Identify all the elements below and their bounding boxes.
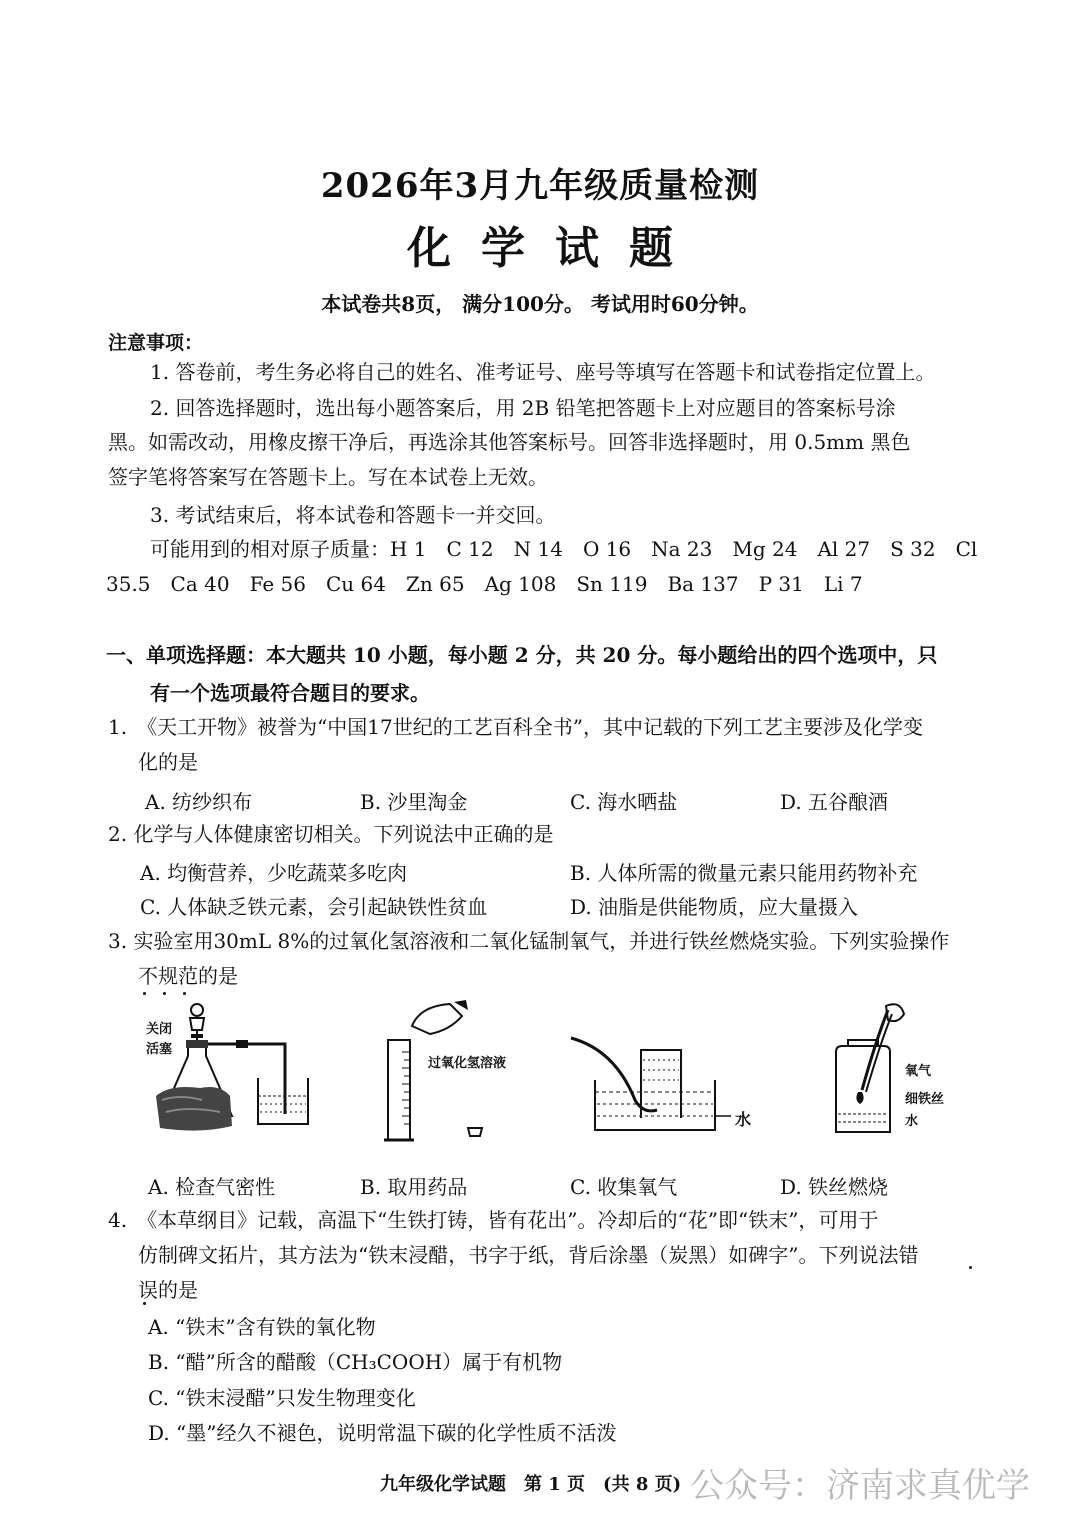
q4-stem-cont-2: 误的是 — [138, 1278, 198, 1302]
q2-option-d: D. 油脂是供能物质，应大量摄入 — [570, 895, 859, 919]
atomic-mass-line-2: 35.5 Ca 40 Fe 56 Cu 64 Zn 65 Ag 108 Sn 119 Ba 137 P 31 Li 7 — [106, 572, 863, 596]
subject-title: 化学试题 — [407, 223, 703, 274]
q2-stem: 2. 化学与人体健康密切相关。下列说法中正确的是 — [108, 822, 554, 846]
q1-option-a: A. 纺纱织布 — [145, 790, 253, 814]
notice-heading: 注意事项： — [108, 332, 204, 354]
emphasis-dot — [143, 992, 146, 995]
emphasis-dot — [143, 1302, 146, 1305]
q3-option-c: C. 收集氧气 — [570, 1175, 678, 1199]
q3-stem-cont: 不规范的是 — [138, 964, 238, 988]
q4-stem: 4. 《本草纲目》记载，高温下“生铁打铸，皆有花出”。冷却后的“花”即“铁末”，可用于 — [108, 1208, 879, 1232]
emphasis-dot — [969, 1266, 972, 1269]
q1-stem-cont: 化的是 — [138, 750, 198, 774]
fig-d-label-oxygen: 氧气 — [905, 1064, 932, 1079]
q3-option-b: B. 取用药品 — [360, 1175, 468, 1199]
fig-b-label: 过氧化氢溶液 — [428, 1056, 507, 1071]
section-1-heading: 一、单项选择题：本大题共 10 小题，每小题 2 分，共 20 分。每小题给出的四个选项中，只 — [106, 643, 938, 667]
q3-option-a: A. 检查气密性 — [148, 1175, 276, 1199]
emphasis-dot — [183, 992, 186, 995]
q3-option-d: D. 铁丝燃烧 — [780, 1175, 889, 1199]
watermark: 公众号：济南求真优学 — [690, 1466, 1030, 1506]
figure-b-pouring — [380, 996, 540, 1146]
figure-c-collect — [565, 1030, 735, 1140]
exam-info: 本试卷共8页， 满分100分。 考试用时60分钟。 — [321, 292, 759, 316]
exam-title: 2026年3月九年级质量检测 — [320, 166, 760, 206]
notice-line-1: 1. 答卷前，考生务必将自己的姓名、准考证号、座号等填写在答题卡和试卷指定位置上。 — [150, 360, 936, 384]
q3-stem: 3. 实验室用30mL 8%的过氧化氢溶液和二氧化锰制氧气，并进行铁丝燃烧实验。下列实验操作 — [108, 929, 950, 953]
fig-d-label-water: 水 — [905, 1114, 919, 1129]
fig-a-label-2: 活塞 — [146, 1042, 173, 1057]
q1-option-d: D. 五谷酿酒 — [780, 790, 889, 814]
fig-c-label: 水 — [735, 1110, 752, 1129]
fig-a-label-1: 关闭 — [146, 1022, 173, 1037]
q4-option-d: D. “墨”经久不褪色，说明常温下碳的化学性质不活泼 — [148, 1421, 617, 1445]
q4-option-b: B. “醋”所含的醋酸（CH₃COOH）属于有机物 — [148, 1350, 563, 1374]
fig-d-label-wire: 细铁丝 — [905, 1092, 945, 1107]
q1-option-b: B. 沙里淘金 — [360, 790, 468, 814]
q4-option-c: C. “铁末浸醋”只发生物理变化 — [148, 1386, 416, 1410]
q2-option-b: B. 人体所需的微量元素只能用药物补充 — [570, 861, 918, 885]
notice-line-2: 2. 回答选择题时，选出每小题答案后，用 2B 铅笔把答题卡上对应题目的答案标号涂 — [150, 396, 896, 420]
page-footer: 九年级化学试题 第 1 页 (共 8 页) — [380, 1474, 682, 1495]
section-1-heading-cont: 有一个选项最符合题目的要求。 — [150, 681, 430, 705]
atomic-mass-line-1: 可能用到的相对原子质量：H 1 C 12 N 14 O 16 Na 23 Mg 24 Al 27 S 32 Cl — [150, 537, 978, 561]
q1-stem: 1. 《天工开物》被誉为“中国17世纪的工艺百科全书”，其中记载的下列工艺主要涉及化学变 — [108, 715, 923, 739]
emphasis-dot — [163, 992, 166, 995]
q2-option-c: C. 人体缺乏铁元素，会引起缺铁性贫血 — [140, 895, 488, 919]
q2-option-a: A. 均衡营养，少吃蔬菜多吃肉 — [140, 861, 408, 885]
q4-option-a: A. “铁末”含有铁的氧化物 — [148, 1315, 376, 1339]
q1-option-c: C. 海水晒盐 — [570, 790, 678, 814]
notice-line-4: 签字笔将答案写在答题卡上。写在本试卷上无效。 — [108, 465, 548, 489]
notice-line-5: 3. 考试结束后，将本试卷和答题卡一并交回。 — [150, 503, 556, 527]
notice-line-3: 黑。如需改动，用橡皮擦干净后，再选涂其他答案标号。回答非选择题时，用 0.5mm 黑色 — [108, 430, 911, 454]
q4-stem-cont-1: 仿制碑文拓片，其方法为“铁末浸醋，书字于纸，背后涂墨（炭黑）如碑字”。下列说法错 — [138, 1243, 919, 1267]
